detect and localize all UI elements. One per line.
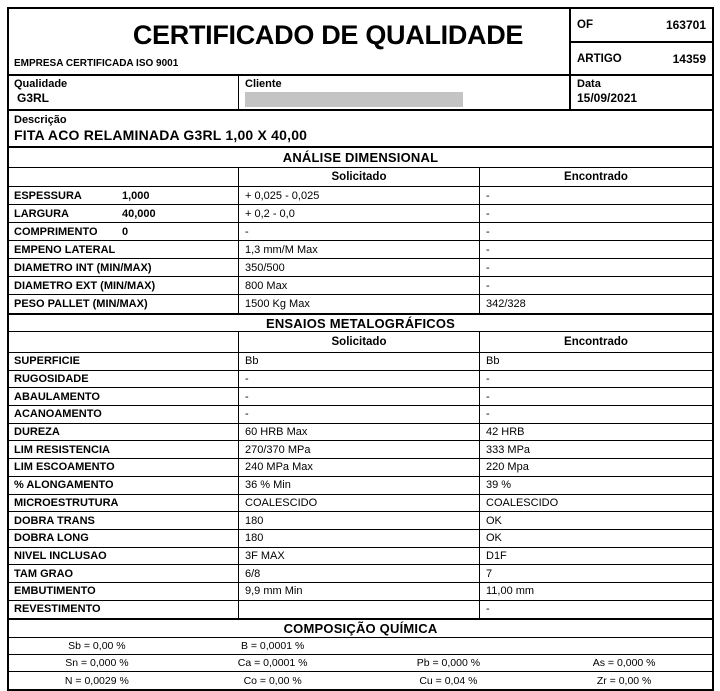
descricao-value: FITA ACO RELAMINADA G3RL 1,00 X 40,00	[14, 127, 308, 143]
solicitado-value: -	[239, 406, 480, 423]
encontrado-value: D1F	[486, 549, 507, 562]
encontrado-value: OK	[486, 514, 502, 527]
solicitado-value: 6/8	[239, 565, 480, 582]
row-label: % ALONGAMENTO	[14, 479, 114, 492]
encontrado-value: COALESCIDO	[486, 496, 559, 509]
solicitado-value: Bb	[239, 353, 480, 370]
solicitado-value: 9,9 mm Min	[239, 583, 480, 600]
data-label: Data	[577, 78, 601, 90]
table-row	[9, 353, 712, 371]
chem-row	[9, 655, 712, 672]
row-label: RUGOSIDADE	[14, 373, 89, 386]
encontrado-value: -	[486, 279, 490, 292]
header	[9, 9, 712, 74]
row-label: ESPESSURA	[14, 189, 82, 202]
row-label: ABAULAMENTO	[14, 390, 100, 403]
chem-value: Ca = 0,0001 %	[237, 657, 308, 670]
solicitado-value: 350/500	[239, 259, 480, 276]
certificate-document	[7, 7, 714, 691]
row-label: LARGURA	[14, 207, 69, 220]
row-label: DOBRA LONG	[14, 532, 89, 545]
page-title: CERTIFICADO DE QUALIDADE	[132, 20, 524, 50]
row-label: LIM ESCOAMENTO	[14, 461, 115, 474]
data-cell	[571, 76, 712, 109]
table-row	[9, 512, 712, 530]
row-label: PESO PALLET (MIN/MAX)	[14, 298, 148, 310]
solicitado-value: -	[239, 371, 480, 388]
of-cell	[571, 9, 712, 43]
table-row	[9, 259, 712, 277]
solicitado-value: COALESCIDO	[239, 495, 480, 512]
solicitado-value: 60 HRB Max	[239, 424, 480, 441]
row-label: DIAMETRO EXT (MIN/MAX)	[14, 279, 156, 292]
section-title-analise-dimensional: ANÁLISE DIMENSIONAL	[9, 146, 712, 168]
solicitado-value: 240 MPa Max	[239, 459, 480, 476]
row-label: REVESTIMENTO	[14, 603, 101, 616]
header-fields-row	[9, 74, 712, 109]
solicitado-value: 1,3 mm/M Max	[239, 241, 480, 258]
table-row	[9, 277, 712, 295]
row-label: COMPRIMENTO	[14, 225, 98, 238]
chem-row	[9, 638, 712, 655]
data-value: 15/09/2021	[577, 91, 638, 105]
encontrado-value: -	[486, 390, 490, 403]
solicitado-value: 3F MAX	[239, 548, 480, 565]
table-row	[9, 205, 712, 223]
row-label: EMPENO LATERAL	[14, 243, 116, 256]
encontrado-value: -	[486, 261, 490, 274]
row-label: DUREZA	[14, 426, 60, 439]
company-certification-note: EMPRESA CERTIFICADA ISO 9001	[14, 58, 179, 69]
row-label: EMBUTIMENTO	[14, 585, 96, 598]
artigo-label: ARTIGO	[577, 52, 622, 65]
column-header-solicitado: Solicitado	[239, 168, 480, 186]
row-label: DIAMETRO INT (MIN/MAX)	[14, 261, 152, 274]
chem-value: As = 0,000 %	[592, 657, 656, 670]
solicitado-value: -	[239, 388, 480, 405]
solicitado-value: 180	[239, 530, 480, 547]
encontrado-value: OK	[486, 532, 502, 545]
table-row	[9, 459, 712, 477]
row-nominal-value: 1,000	[122, 189, 150, 202]
table-row	[9, 495, 712, 513]
table-row	[9, 565, 712, 583]
order-info-column	[571, 9, 712, 74]
encontrado-value: 42 HRB	[486, 426, 525, 439]
table-row	[9, 424, 712, 442]
descricao-label: Descrição	[14, 114, 67, 126]
encontrado-value: -	[486, 408, 490, 421]
encontrado-value: 342/328	[486, 298, 526, 310]
row-label: SUPERFICIE	[14, 355, 81, 368]
row-label: LIM RESISTENCIA	[14, 443, 110, 456]
encontrado-value: 333 MPa	[486, 443, 531, 456]
table-row	[9, 477, 712, 495]
encontrado-value: -	[486, 189, 490, 202]
row-nominal-value: 0	[122, 225, 129, 238]
column-header-encontrado: Encontrado	[564, 336, 628, 348]
encontrado-value: 220 Mpa	[486, 461, 529, 474]
solicitado-value: -	[239, 223, 480, 240]
section-title-composicao-quimica: COMPOSIÇÃO QUÍMICA	[9, 618, 712, 638]
solicitado-value: + 0,2 - 0,0	[239, 205, 480, 222]
column-header-solicitado: Solicitado	[239, 332, 480, 352]
ensaios-column-header-row	[9, 332, 712, 353]
artigo-cell	[571, 43, 712, 74]
empty-column-header	[9, 332, 239, 352]
row-label: ACANOAMENTO	[14, 408, 102, 421]
row-label: MICROESTRUTURA	[14, 496, 119, 509]
qualidade-cell	[9, 76, 239, 109]
chem-value: Sb = 0,00 %	[68, 640, 126, 653]
table-row	[9, 388, 712, 406]
cliente-redaction-box	[245, 92, 463, 107]
solicitado-value: 36 % Min	[239, 477, 480, 494]
encontrado-value: -	[486, 225, 490, 238]
chem-value: Co = 0,00 %	[243, 674, 302, 687]
chem-value: N = 0,0029 %	[64, 674, 129, 687]
solicitado-value: + 0,025 - 0,025	[239, 187, 480, 204]
solicitado-value	[239, 601, 480, 619]
table-row	[9, 241, 712, 259]
of-value: 163701	[665, 18, 706, 32]
title-cell	[9, 9, 571, 74]
qualidade-label: Qualidade	[14, 78, 68, 90]
row-label: TAM GRAO	[14, 567, 74, 580]
chem-value: B = 0,0001 %	[240, 640, 305, 653]
encontrado-value: 11,00 mm	[486, 585, 535, 598]
chem-value: Sn = 0,000 %	[65, 657, 129, 670]
encontrado-value: 7	[486, 567, 493, 580]
table-row	[9, 583, 712, 601]
table-row	[9, 548, 712, 566]
solicitado-value: 270/370 MPa	[239, 441, 480, 458]
cliente-cell	[239, 76, 571, 109]
encontrado-value: -	[486, 603, 490, 616]
table-row	[9, 371, 712, 389]
chem-value: Pb = 0,000 %	[416, 657, 481, 670]
table-row	[9, 295, 712, 313]
chem-value: Zr = 0,00 %	[596, 674, 652, 687]
artigo-value: 14359	[672, 51, 706, 66]
row-label: DOBRA TRANS	[14, 514, 95, 527]
row-label: NIVEL INCLUSAO	[14, 549, 107, 562]
encontrado-value: 39 %	[486, 479, 512, 492]
cliente-label: Cliente	[245, 78, 282, 90]
section-title-ensaios-metalograficos: ENSAIOS METALOGRÁFICOS	[9, 313, 712, 332]
table-row	[9, 441, 712, 459]
chem-row	[9, 672, 712, 689]
column-header-encontrado: Encontrado	[564, 171, 628, 183]
table-row	[9, 530, 712, 548]
table-row	[9, 406, 712, 424]
solicitado-value: 800 Max	[239, 277, 480, 294]
of-label: OF	[577, 19, 593, 31]
qualidade-value: G3RL	[17, 91, 50, 105]
analise-column-header-row	[9, 168, 712, 187]
table-row	[9, 601, 712, 619]
encontrado-value: -	[486, 207, 490, 220]
encontrado-value: Bb	[486, 355, 500, 368]
encontrado-value: -	[486, 373, 490, 386]
solicitado-value: 180	[239, 512, 480, 529]
descricao-cell	[9, 109, 712, 146]
row-nominal-value: 40,000	[122, 207, 156, 220]
chem-value: Cu = 0,04 %	[419, 674, 478, 687]
table-row	[9, 223, 712, 241]
solicitado-value: 1500 Kg Max	[239, 295, 480, 313]
table-row	[9, 187, 712, 205]
encontrado-value: -	[486, 243, 490, 256]
empty-column-header	[9, 168, 239, 186]
